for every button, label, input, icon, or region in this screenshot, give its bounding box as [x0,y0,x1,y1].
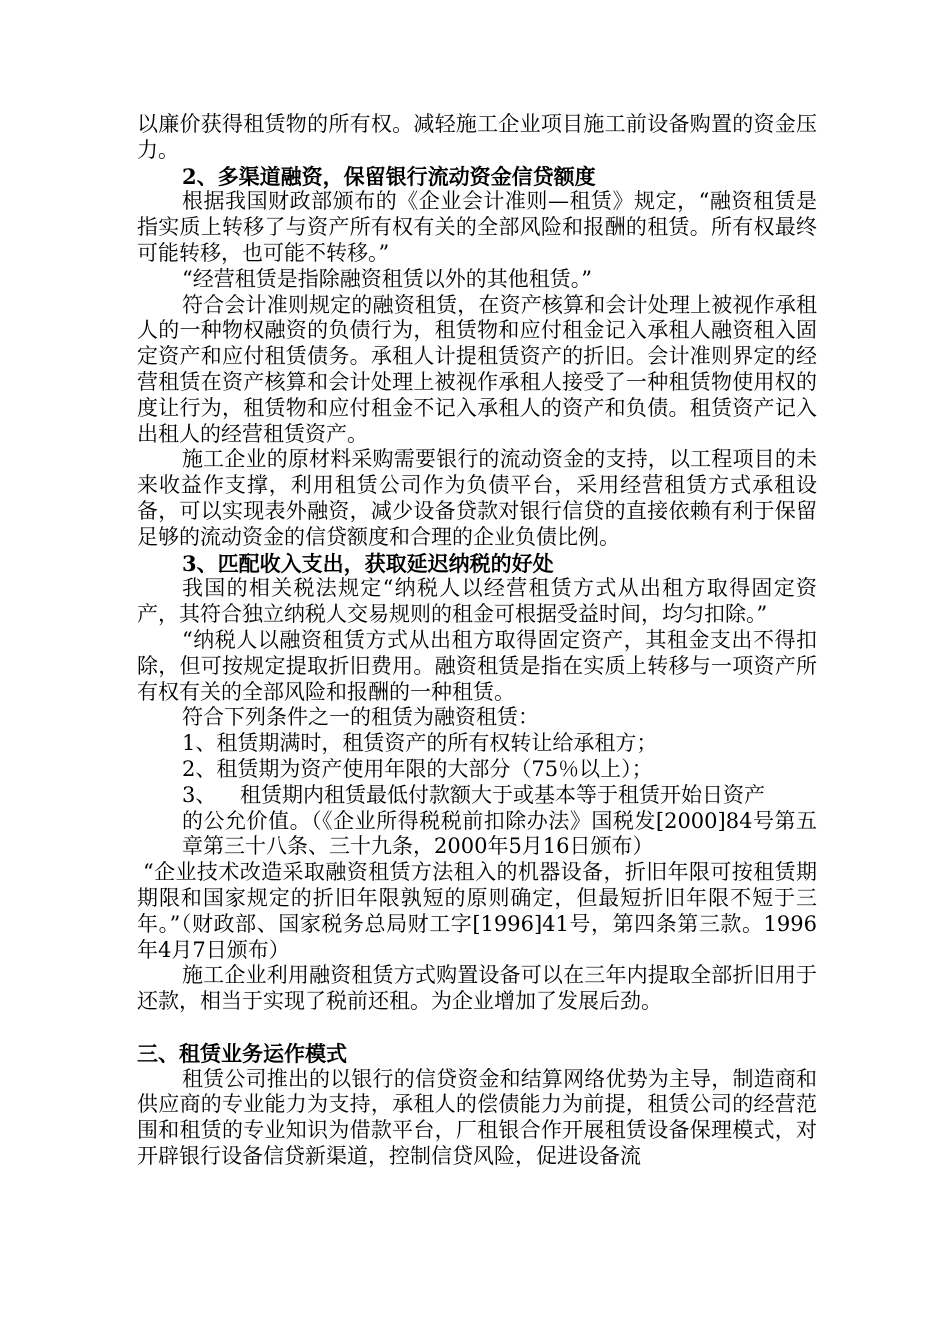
list-item-number: 3、 [182,782,217,807]
section-heading: 三、租赁业务运作模式 [137,1040,347,1066]
section-heading: 3、匹配收入支出，获取延迟纳税的好处 [182,550,554,576]
paragraph-gap [137,1015,817,1041]
paragraph: 符合会计准则规定的融资租赁，在资产核算和会计处理上被视作承租人的一种物权融资的负债行为，租赁物和应付租金记入承租人融资租入固定资产和应付租赁债务。承租人计提租赁资产的折旧。会计准则界定的经营租赁在资产核算和会计处理上被视作承租人接受了一种租赁物使用权的度让行为，租赁物和应付租金不记入承租人的资产和负债。租赁资产记入出租人的经营租赁资产。 [137,292,817,446]
paragraph: “纳税人以融资租赁方式从出租方取得固定资产，其租金支出不得扣除，但可按规定提取折旧费用。融资租赁是指在实质上转移与一项资产所有权有关的全部风险和报酬的一种租赁。 [137,627,817,704]
paragraph: 以廉价获得租赁物的所有权。减轻施工企业项目施工前设备购置的资金压力。 [137,112,817,162]
list-item [137,783,817,860]
paragraph: “经营租赁是指除融资租赁以外的其他租赁。” [182,266,592,291]
document-body [137,112,817,1170]
section-heading: 2、多渠道融资，保留银行流动资金信贷额度 [182,163,596,189]
paragraph: 符合下列条件之一的租赁为融资租赁： [182,705,539,730]
paragraph: 施工企业利用融资租赁方式购置设备可以在三年内提取全部折旧用于还款，相当于实现了税前还租。为企业增加了发展后劲。 [137,963,817,1014]
paragraph: “企业技术改造采取融资租赁方法租入的机器设备，折旧年限可按租赁期期限和国家规定的折旧年限孰短的原则确定，但最短折旧年限不短于三年。”（财政部、国家税务总局财工字[1996]41号，第四条第三款。1996年4月7日颁布） [137,860,817,962]
list-item-text: 租赁期内租赁最低付款额大于或基本等于租赁开始日资产 [240,782,765,807]
list-item: 1、租赁期满时，租赁资产的所有权转让给承租方； [182,731,658,756]
paragraph: 施工企业的原材料采购需要银行的流动资金的支持，以工程项目的未来收益作支撑，利用租赁公司作为负债平台，采用经营租赁方式承租设备，可以实现表外融资，减少设备贷款对银行信贷的直接依赖有利于保留足够的流动资金的信贷额度和合理的企业负债比例。 [137,447,817,549]
paragraph: 根据我国财政部颁布的《企业会计准则—租赁》规定，“融资租赁是指实质上转移了与资产所有权有关的全部风险和报酬的租赁。所有权最终可能转移，也可能不转移。” [137,189,817,265]
list-item-continuation: 的公允价值。（《企业所得税税前扣除办法》国税发[2000]84号第五章第三十八条、三十九条，2000年5月16日颁布） [182,808,817,859]
list-item: 2、租赁期为资产使用年限的大部分（75％以上）； [182,756,653,781]
paragraph: 租赁公司推出的以银行的信贷资金和结算网络优势为主导，制造商和供应商的专业能力为支持，承租人的偿债能力为前提，租赁公司的经营范围和租赁的专业知识为借款平台，厂租银合作开展租赁设备保理模式，对开辟银行设备信贷新渠道，控制信贷风险，促进设备流 [137,1066,817,1169]
paragraph: 我国的相关税法规定“纳税人以经营租赁方式从出租方取得固定资产，其符合独立纳税人交易规则的租金可根据受益时间，均匀扣除。” [137,576,817,627]
